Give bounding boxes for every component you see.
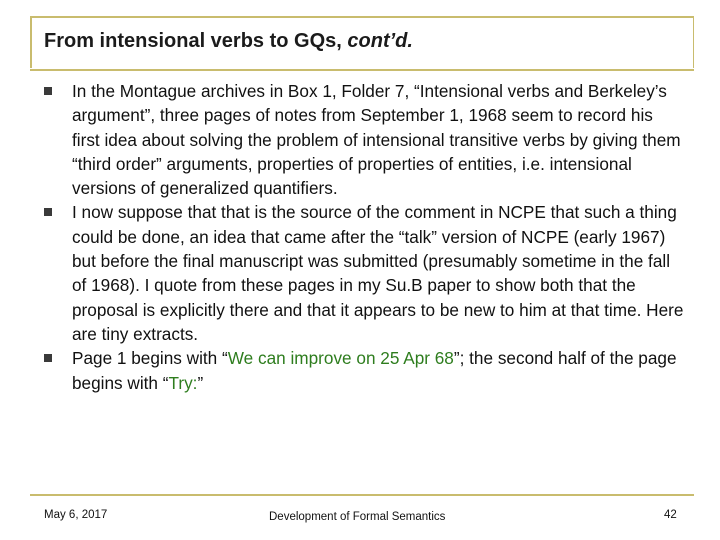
footer-page-number: 42 [664,509,677,521]
bullet-text-2: I now suppose that that is the source of the comment in NCPE that such a thing could be done, an idea that came after the “talk” version of NCPE (early 1967) but before the final manuscript was submitted (presumably sometime in the fall of 1968). I quote from these pages in my Su.B paper to show both that the proposal is explicitly there and that it appears to be new to him at that time. Here are tiny extracts. [72,202,684,344]
frame-top-line [30,16,694,18]
bullet-item-1 [44,79,684,200]
bullet-text-3-quote-1: We can improve on 25 Apr 68 [227,348,454,369]
footer-title: Development of Formal Semantics [269,511,446,523]
square-bullet-icon [44,354,52,362]
bullet-text-3-part-3: ” [197,372,204,393]
bullet-text-3-part-1: Page 1 begins with “ [72,348,228,369]
bullet-list [44,79,684,395]
title-divider [30,69,694,71]
bullet-item-3 [44,346,684,395]
square-bullet-icon [44,87,52,95]
footer-divider [30,494,694,496]
slide-title [44,30,413,53]
frame-right-line [693,16,694,68]
footer-date: May 6, 2017 [44,509,108,521]
bullet-item-2 [44,200,684,346]
bullet-text-1: In the Montague archives in Box 1, Folder 7, “Intensional verbs and Berkeley’s argument”, three pages of notes from September 1, 1968 seem to record his first idea about solving the problem of intensional transitive verbs by giving them “third order” arguments, properties of properties of entities, i.e. intensional versions of generalized quantifiers. [72,81,681,199]
frame-left-line [30,16,32,68]
slide-title-main: From intensional verbs to GQs, [44,30,348,52]
bullet-text-3-part-2: ”; the second half of the page begins with “ [72,348,677,393]
bullet-text-3-quote-2: Try: [168,372,198,393]
slide-title-italic: cont’d. [347,30,413,52]
square-bullet-icon [44,208,52,216]
